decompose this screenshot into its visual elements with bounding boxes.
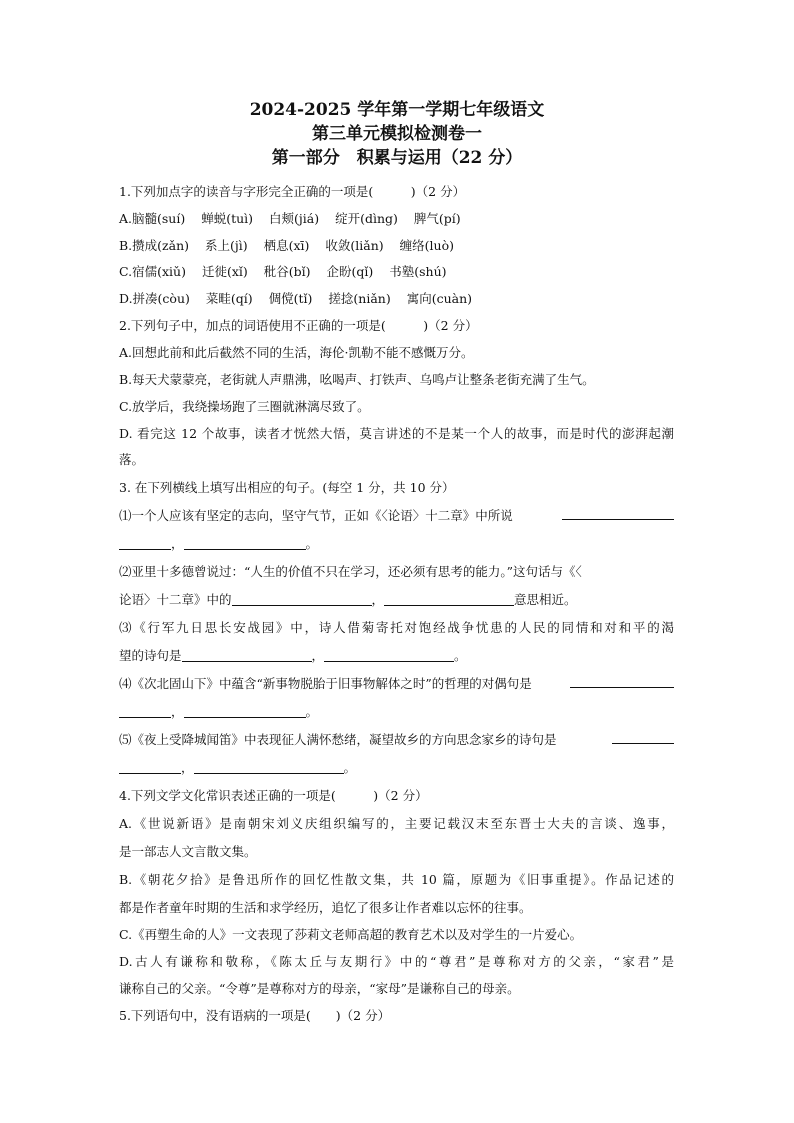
answer-blank[interactable]	[194, 760, 344, 774]
question-4-option-c: C.《再塑生命的人》一文表现了莎莉文老师高超的教育艺术以及对学生的一片爱心。	[119, 927, 583, 942]
exam-header	[0, 98, 794, 170]
question-4-stem: 4.下列文学文化常识表述正确的一项是( )（2 分）	[119, 788, 428, 803]
q1-d-item: D.拼凑(còu)	[119, 291, 190, 306]
answer-blank[interactable]	[119, 536, 171, 550]
q1-b-item: 栖息(xī)	[263, 238, 310, 253]
question-2-stem: 2.下列句子中，加点的词语使用不正确的一项是( )（2 分）	[119, 318, 478, 333]
q1-b-item: 缠络(luò)	[399, 238, 454, 253]
question-4-option-b-cont: 都是作者童年时期的生活和求学经历，追忆了很多让作者难以忘怀的往事。	[119, 900, 532, 915]
question-4-option-a-cont: 是一部志人文言散文集。	[119, 844, 257, 859]
q1-c-item: 企盼(qǐ)	[326, 264, 374, 279]
answer-blank[interactable]	[384, 592, 514, 606]
q1-c-item: C.宿儒(xiǔ)	[119, 264, 186, 279]
q1-a-item: 绽开(dìng)	[335, 211, 398, 226]
answer-blank[interactable]	[232, 592, 372, 606]
question-1-option-c	[119, 262, 447, 280]
exam-title: 2024-2025 学年第一学期七年级语文	[249, 100, 545, 120]
period: 。	[305, 704, 319, 719]
question-2-option-c: C.放学后，我绕操场跑了三圈就淋漓尽致了。	[119, 399, 370, 414]
question-3-stem: 3. 在下列横线上填写出相应的句子。(每空 1 分，共 10 分）	[119, 480, 455, 495]
question-3-item-5-cont	[119, 758, 356, 776]
period: 。	[343, 760, 357, 775]
question-4-option-d: D.古人有谦称和敬称，《陈太丘与友期行》中的“尊君”是尊称对方的父亲，“家君”是	[119, 954, 674, 969]
q3-item-5-text: ⑸《夜上受降城闻笛》中表现征人满怀愁绪，凝望故乡的方向思念家乡的诗句是	[119, 732, 557, 747]
q1-b-item: 收敛(liǎn)	[325, 238, 384, 253]
comma: ，	[171, 704, 184, 719]
q1-b-item: 系上(jì)	[205, 238, 248, 253]
q1-d-item: 倜傥(tǐ)	[268, 291, 313, 306]
comma: ，	[311, 648, 325, 663]
q3-item-2-tail: 意思相近。	[514, 592, 577, 607]
answer-blank[interactable]	[570, 674, 674, 688]
comma: ，	[181, 760, 194, 775]
q1-d-item: 寓向(cuàn)	[406, 291, 472, 306]
question-3-item-4	[119, 674, 674, 692]
answer-blank[interactable]	[324, 648, 454, 662]
answer-blank[interactable]	[182, 648, 312, 662]
question-4-option-a: A.《世说新语》是南朝宋刘义庆组织编写的，主要记载汉末至东晋士大夫的言谈、逸事，	[119, 816, 674, 831]
question-3-item-5	[119, 730, 674, 748]
section-title: 第一部分 积累与运用（22 分）	[271, 148, 523, 168]
question-2-option-d: D. 看完这 12 个故事，读者才恍然大悟，莫言讲述的不是某一个人的故事，而是时代的澎湃起潮	[119, 426, 674, 441]
comma: ，	[371, 592, 385, 607]
question-2-option-d-cont: 落。	[119, 452, 145, 467]
answer-blank[interactable]	[562, 506, 674, 520]
question-3-item-1	[119, 506, 674, 524]
question-3-item-4-cont	[119, 702, 318, 720]
question-4-option-d-cont: 谦称自己的父亲。“令尊”是尊称对方的母亲，“家母”是谦称自己的母亲。	[119, 981, 520, 996]
question-1-stem: 1.下列加点字的读音与字形完全正确的一项是( )（2 分）	[119, 184, 466, 199]
q1-c-item: 书塾(shú)	[389, 264, 447, 279]
q1-a-item: A.脑髓(suí)	[119, 211, 186, 226]
q1-d-item: 搓捻(niǎn)	[328, 291, 391, 306]
q1-c-item: 秕谷(bǐ)	[263, 264, 311, 279]
period: 。	[305, 536, 319, 551]
question-5-stem: 5.下列语句中，没有语病的一项是( )（2 分）	[119, 1008, 391, 1023]
answer-blank[interactable]	[119, 704, 171, 718]
q1-c-item: 迁徙(xǐ)	[201, 264, 248, 279]
question-2-option-b: B.每天犬蒙蒙亮，老街就人声鼎沸，吆喝声、打铁声、乌鸣卢让整条老街充满了生气。	[119, 372, 595, 387]
answer-blank[interactable]	[184, 536, 306, 550]
question-3-item-1-cont	[119, 534, 318, 552]
question-2-option-a: A.回想此前和此后截然不同的生活，海伦·凯勒不能不感慨万分。	[119, 345, 474, 360]
q3-item-4-text: ⑷《次北固山下》中蕴含“新事物脱胎于旧事物解体之时”的哲理的对偶句是	[119, 676, 532, 691]
question-3-item-3-cont	[119, 646, 467, 664]
q3-item-2-text: 论语〉十二章》中的	[119, 592, 232, 607]
question-1-option-b	[119, 236, 454, 254]
answer-blank[interactable]	[184, 704, 306, 718]
q1-a-item: 白颊(jiá)	[269, 211, 320, 226]
question-3-item-3: ⑶《行军九日思长安战园》中，诗人借菊寄托对饱经战争忧患的人民的同情和对和平的渴	[119, 620, 674, 635]
question-3-item-2-cont	[119, 590, 577, 608]
answer-blank[interactable]	[119, 760, 181, 774]
exam-subtitle: 第三单元模拟检测卷一	[312, 124, 482, 144]
q1-a-item: 脾气(pí)	[413, 211, 461, 226]
q1-d-item: 菜畦(qí)	[205, 291, 253, 306]
question-1-option-a	[119, 209, 461, 227]
question-4-option-b: B.《朝花夕拾》是鲁迅所作的回忆性散文集，共 10 篇，原题为《旧事重提》。作品记述的	[119, 872, 674, 887]
q3-item-1-text: ⑴一个人应该有坚定的志向，坚守气节，正如《〈论语〉十二章》中所说	[119, 508, 513, 523]
answer-blank[interactable]	[612, 730, 674, 744]
q3-item-3-text: 望的诗句是	[119, 648, 182, 663]
period: 。	[454, 648, 467, 663]
comma: ，	[171, 536, 184, 551]
question-1-option-d	[119, 289, 472, 307]
question-3-item-2: ⑵亚里十多德曾说过：“人生的价值不只在学习，还必须有思考的能力。”这句话与《〈	[119, 564, 582, 579]
q1-a-item: 蝉蜕(tuì)	[201, 211, 254, 226]
q1-b-item: B.攒成(zǎn)	[119, 238, 190, 253]
